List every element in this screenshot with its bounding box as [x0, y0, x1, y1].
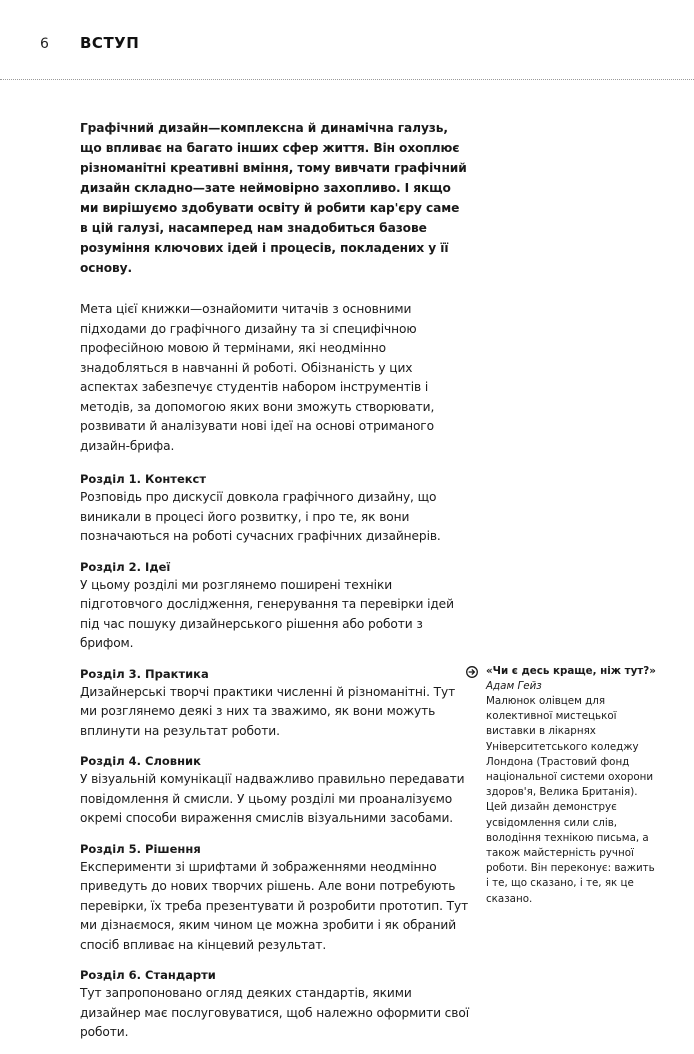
chapter-description: Тут запропоновано огляд деяких стандартів, якими дизайнер має послуговуватися, щоб належно оформити свої роботи.: [80, 986, 469, 1039]
image-caption-sidebar: [466, 664, 656, 907]
header-divider: [0, 79, 694, 80]
chapter-title: Розділ 5. Рішення: [80, 841, 201, 856]
caption-text: Малюнок олівцем для колективної мистецької виставки в лікарнях Університетського коледжу Лондона (Трастовий фонд національної системи охорони здоров'я, Велика Британія). Цей дизайн демонструє усвідомлення сили слів, володіння технікою письма, а також майстерність ручної роботи. Він переконує: важить і те, що сказано, і те, як це сказано.: [486, 695, 655, 905]
chapter-description: У візуальній комунікації надважливо правильно передавати повідомлення й смисли. У цьому розділі ми проаналізуємо окремі способи вираження смислів візуальними засобами.: [80, 772, 465, 825]
main-text-column: [80, 118, 470, 1054]
chapter-6: [80, 966, 470, 1043]
chapter-1: [80, 470, 470, 547]
chapter-title: Розділ 6. Стандарти: [80, 968, 216, 982]
chapter-title: Розділ 1. Контекст: [80, 472, 207, 486]
chapter-title: Розділ 4. Словник: [80, 754, 201, 768]
chapter-title: Розділ 2. Ідеї: [80, 559, 171, 574]
page-number: 6: [40, 36, 49, 52]
chapter-5: [80, 840, 470, 956]
section-title: ВСТУП: [80, 34, 140, 52]
chapter-description: Дизайнерські творчі практики численні й різноманітні. Тут ми розглянемо деякі з них та зважимо, як вони можуть вплинути на результат роботи.: [80, 684, 456, 738]
chapter-3: [80, 665, 470, 742]
intro-paragraph: Мета цієї книжки—ознайомити читачів з основними підходами до графічного дизайну та зі специфічною професійною мовою й термінами, які неодмінно знадобляться в навчанні й роботі. Обізнаність у цих аспектах забезпечує студентів набором інструментів і методів, за допомогою яких вони зможуть створювати, розвивати й аналізувати нові ідеї на основі отриманого дизайн-брифа.: [80, 302, 435, 453]
page-header: [40, 34, 139, 52]
chapter-4: [80, 752, 470, 829]
chapter-2: [80, 558, 470, 654]
caption-title: «Чи є десь краще, ніж тут?»: [486, 665, 656, 677]
chapter-description: У цьому розділі ми розглянемо поширені техніки підготовчого дослідження, генерування та перевірки ідей під час пошуку дизайнерського рішення або роботи з брифом.: [80, 577, 454, 650]
lead-paragraph: Графічний дизайн—комплексна й динамічна галузь, що впливає на багато інших сфер життя. Він охоплює різноманітні креативні вміння, тому вивчати графічний дизайн складно—зате неймовірно захопливо. І якщо ми вирішуємо здобувати освіту й робити кар'єру саме в цій галузі, насамперед нам знадобиться базове розуміння ключових ідей і процесів, покладених у її основу.: [80, 121, 467, 275]
arrow-circle-icon: [466, 666, 478, 678]
chapter-description: Експерименти зі шрифтами й зображеннями неодмінно приведуть до нових творчих рішень. Але вони потребують перевірки, їх треба презентувати й розробити прототип. Тут ми дізнаємося, яким чином це можна зробити і як обраний спосіб впливає на кінцевий результат.: [80, 859, 469, 952]
caption-author: Адам Гейз: [486, 680, 542, 692]
chapter-description: Розповідь про дискусії довкола графічного дизайну, що виникали в процесі його розвитку, і про те, як вони позначаються на роботі сучасних графічних дизайнерів.: [80, 490, 441, 543]
caption-body: [486, 664, 656, 907]
chapter-title: Розділ 3. Практика: [80, 666, 209, 681]
